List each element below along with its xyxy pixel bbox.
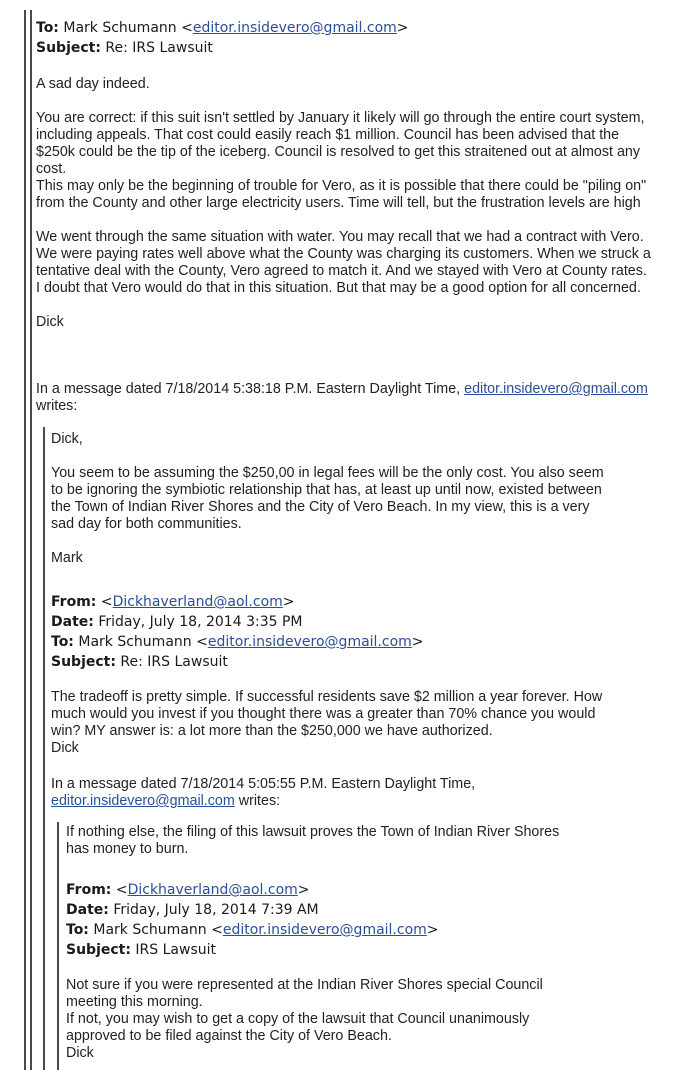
subject-label: Subject: [66,942,131,958]
subject-value: Re: IRS Lawsuit [120,654,228,670]
to-email-link[interactable]: editor.insidevero@gmail.com [222,922,427,938]
reply-1-line: including appeals. That cost could easily reach $1 million. Council has been advised that the [36,127,620,143]
reply-1-signature: Dick [36,314,64,330]
to-label: To: [66,922,89,938]
quote-2-intro-text: In a message dated 7/18/2014 5:05:55 P.M. Eastern Daylight Time, [51,776,476,792]
date-line [66,900,439,920]
from-close: > [282,594,295,610]
quote-bar-level-3 [57,822,59,1070]
quote-1-writes: writes: [36,398,78,414]
reply-4-line: has money to burn. [66,841,189,857]
date-value: Friday, July 18, 2014 7:39 AM [113,902,319,918]
reply-5-line: meeting this morning. [66,994,203,1010]
from-label: From: [51,594,97,610]
reply-1-line: We were paying rates well above what the County was charging its customers. When we struck a [36,246,651,262]
from-label: From: [66,882,112,898]
reply-2-line: You seem to be assuming the $250,00 in legal fees will be the only cost. You also seem [51,465,604,481]
quote-bar-level-2 [43,427,45,1070]
date-line [51,612,424,632]
date-label: Date: [66,902,109,918]
from-email-link[interactable]: Dickhaverland@aol.com [112,594,283,610]
reply-2-signature: Mark [51,550,83,566]
from-open: < [100,594,113,610]
reply-3-line: much would you invest if you thought there was a greater than 70% chance you would [51,706,596,722]
reply-2-line: to be ignoring the symbiotic relationship that has, at least up until now, existed between [51,482,602,498]
reply-1-line: You are correct: if this suit isn't settled by January it likely will go through the entire court system, [36,110,645,126]
subject-line [51,652,424,672]
to-label: To: [36,20,59,36]
reply-4-line: If nothing else, the filing of this lawsuit proves the Town of Indian River Shores [66,824,560,840]
reply-5-line: approved to be filed against the City of Vero Beach. [66,1028,392,1044]
from-email-link[interactable]: Dickhaverland@aol.com [127,882,298,898]
to-close: > [411,634,424,650]
from-line [66,880,439,900]
reply-1-line: $250k could be the tip of the iceberg. Council is resolved to get this straitened out at almost any [36,144,641,160]
reply-5-line: Not sure if you were represented at the Indian River Shores special Council [66,977,543,993]
subject-line [36,38,409,58]
reply-5-line: If not, you may wish to get a copy of the lawsuit that Council unanimously [66,1011,530,1027]
quote-2-email-link[interactable]: editor.insidevero@gmail.com [51,793,235,809]
reply-1-line: I doubt that Vero would do that in this situation. But that may be a good option for all concerned. [36,280,641,296]
quote-1-intro-text: In a message dated 7/18/2014 5:38:18 P.M. Eastern Daylight Time, [36,381,465,397]
subject-line [66,940,439,960]
to-line [66,920,439,940]
reply-1-line: This may only be the beginning of trouble for Vero, as it is possible that there could be "piling on" [36,178,647,194]
reply-2-body [51,431,681,567]
reply-3-line: The tradeoff is pretty simple. If successful residents save $2 million a year forever. How [51,689,603,705]
reply-1-line: cost. [36,161,67,177]
to-name: Mark Schumann < [93,922,223,938]
reply-5-body [66,977,676,1062]
from-close: > [297,882,310,898]
reply-3-line: win? MY answer is: a lot more than the $250,000 we have authorized. [51,723,493,739]
reply-3-body [51,689,681,757]
reply-2-greeting: Dick, [51,431,83,447]
subject-label: Subject: [51,654,116,670]
to-line [51,632,424,652]
to-name: Mark Schumann < [78,634,208,650]
reply-3-signature: Dick [51,740,79,756]
to-close: > [396,20,409,36]
from-open: < [115,882,128,898]
from-line [51,592,424,612]
subject-label: Subject: [36,40,101,56]
subject-value: IRS Lawsuit [135,942,216,958]
to-label: To: [51,634,74,650]
quoted-header-3 [66,880,439,960]
to-email-link[interactable]: editor.insidevero@gmail.com [192,20,397,36]
reply-1-body [36,76,686,331]
reply-2-line: the Town of Indian River Shores and the City of Vero Beach. In my view, this is a very [51,499,590,515]
reply-5-signature: Dick [66,1045,94,1061]
quote-1-email-link[interactable]: editor.insidevero@gmail.com [464,381,648,397]
quoted-header-2 [51,592,424,672]
reply-1-opening: A sad day indeed. [36,76,150,92]
date-label: Date: [51,614,94,630]
date-value: Friday, July 18, 2014 3:35 PM [98,614,303,630]
quote-2-intro [51,776,681,810]
to-name: Mark Schumann < [63,20,193,36]
reply-4-body [66,824,676,858]
quote-bar-outer-2 [30,10,32,1070]
reply-1-line: from the County and other large electricity users. Time will tell, but the frustration levels are high [36,195,641,211]
to-close: > [426,922,439,938]
reply-1-line: tentative deal with the County, Vero agreed to match it. And we stayed with Vero at County rates. [36,263,647,279]
quote-bar-outer-1 [24,10,26,1070]
subject-value: Re: IRS Lawsuit [105,40,213,56]
to-email-link[interactable]: editor.insidevero@gmail.com [207,634,412,650]
quote-2-writes: writes: [234,793,281,809]
reply-2-line: sad day for both communities. [51,516,242,532]
quote-1-intro [36,381,686,415]
to-line [36,18,409,38]
reply-1-line: We went through the same situation with water. You may recall that we had a contract with Vero. [36,229,644,245]
top-email-header [36,18,409,58]
